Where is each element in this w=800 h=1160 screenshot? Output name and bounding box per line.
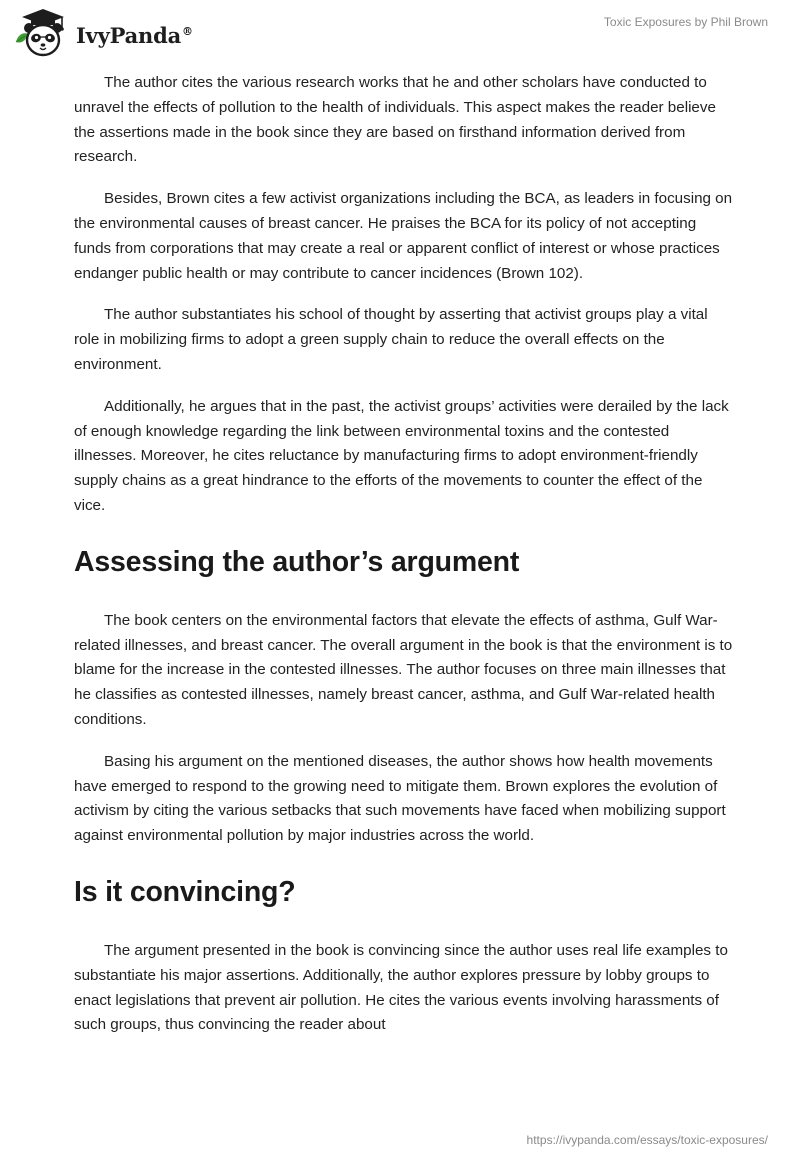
panda-graduate-icon bbox=[14, 8, 72, 58]
running-title: Toxic Exposures by Phil Brown bbox=[603, 15, 768, 29]
paragraph: The argument presented in the book is convincing since the author uses real life examples to substantiate his major assertions. Additionally, the author explores pressure by lobby groups to enact legislations that prevent air pollution. He cites the various events involving harassments of such groups, thus convincing the reader about bbox=[74, 941, 728, 1034]
essay-body bbox=[74, 71, 734, 1055]
section-heading: Is it convincing? bbox=[74, 875, 296, 908]
ivypanda-logo[interactable] bbox=[14, 8, 193, 58]
paragraph: The author cites the various research works that he and other scholars have conducted to unravel the effects of pollution to the health of individuals. This aspect makes the reader believe the assertions made in the book since they are based on firsthand information derived from research. bbox=[74, 74, 716, 166]
paragraph: Besides, Brown cites a few activist organizations including the BCA, as leaders in focusing on the environmental causes of breast cancer. He praises the BCA for its policy of not accepting funds from corporations that may create a real or apparent conflict of interest or whose practices endanger public health or may contribute to cancer incidences (Brown 102). bbox=[74, 190, 733, 282]
source-url[interactable]: https://ivypanda.com/essays/toxic-exposures/ bbox=[526, 1133, 768, 1147]
logo-wordmark: IvyPanda® bbox=[76, 22, 193, 48]
page-header bbox=[0, 0, 800, 70]
section-heading: Assessing the author’s argument bbox=[74, 545, 520, 578]
paragraph: Additionally, he argues that in the past, the activist groups’ activities were derailed by the lack of enough knowledge regarding the link between environmental toxins and the contested illnesses. Moreover, he cites reluctance by manufacturing firms to adopt environment-friendly supply chains as a great hindrance to the efforts of the movements to counter the effect of the vice. bbox=[74, 397, 729, 514]
paragraph: The author substantiates his school of thought by asserting that activist groups play a vital role in mobilizing firms to adopt a green supply chain to reduce the overall effects on the environment. bbox=[74, 306, 708, 373]
paragraph: The book centers on the environmental factors that elevate the effects of asthma, Gulf War-related illnesses, and breast cancer. The overall argument in the book is that the environment is to blame for the increase in the contested illnesses. The author focuses on three main illnesses that he classifies as contested illnesses, namely breast cancer, asthma, and Gulf War-related health conditions. bbox=[74, 611, 733, 728]
paragraph: Basing his argument on the mentioned diseases, the author shows how health movements have emerged to respond to the growing need to mitigate them. Brown explores the evolution of activism by citing the various setbacks that such movements have faced when mobilizing support against environmental pollution by major industries across the world. bbox=[74, 752, 726, 845]
